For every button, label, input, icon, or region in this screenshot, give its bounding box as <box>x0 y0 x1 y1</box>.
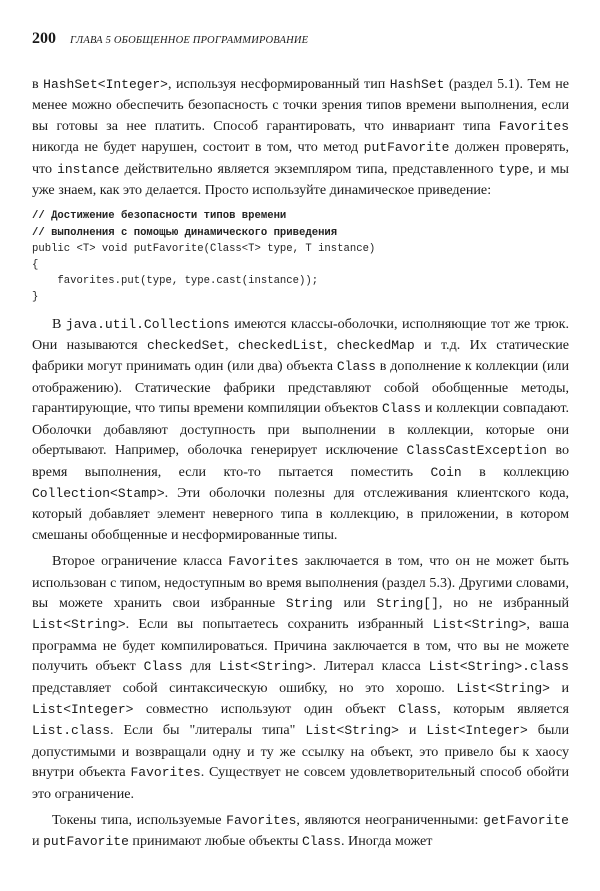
page-number: 200 <box>32 30 56 47</box>
inline-code: Class <box>143 659 183 675</box>
inline-code: HashSet<Integer> <box>43 77 168 92</box>
inline-code: List<Integer> <box>426 723 528 739</box>
inline-code: java.util.Collections <box>65 316 230 332</box>
inline-code: Class <box>336 359 376 375</box>
paragraph-4: Токены типа, используемые Favorites, являются неограниченными: getFavorite и putFavorite принимают любые объекты Class. Иногда может <box>32 812 569 850</box>
inline-code: instance <box>57 161 120 177</box>
inline-code: ClassCastException <box>406 443 547 459</box>
code-line-close-brace: } <box>32 291 39 304</box>
inline-code: checkedList <box>237 338 324 354</box>
inline-code: getFavorite <box>483 813 569 828</box>
inline-code: Class <box>301 834 341 850</box>
paragraph-1: в HashSet<Integer>, используя несформированный тип HashSet (раздел 5.1). Тем не менее можно обеспечить безопасность с точки зрения типов времени выполнения, если вы готовы за нее платить. Способ гарантировать, что инвариант типа Favorites никогда не будет нарушен, состоит в том, что метод putFavorite должен проверять, что instance действительно является экземпляром типа, представленного type, и мы уже знаем, как это делается. Просто используйте динамическое приведение: <box>32 76 570 199</box>
inline-code: List<String> <box>305 723 399 739</box>
code-line-body: favorites.put(type, type.cast(instance)); <box>32 275 319 288</box>
inline-code: checkedSet <box>146 338 225 354</box>
inline-code: List.class <box>32 723 111 739</box>
code-comment-2: // выполнения с помощью динамического приведения <box>32 226 338 239</box>
inline-code: List<Integer> <box>32 701 134 717</box>
page-header <box>32 30 580 48</box>
inline-code: List<String> <box>432 617 527 633</box>
page-body <box>32 74 569 853</box>
inline-code: Class <box>398 701 438 717</box>
paragraph-3: Второе ограничение класса Favorites заключается в том, что он не может быть использован с типом, недоступным во время выполнения (раздел 5.3). Другими словами, вы можете хранить свои избранные String или String[], но не избранный List<String>. Если вы попытаетесь сохранить избранный List<String>, ваша программа не будет компилироваться. Причина заключается в том, что вы не можете получить объект Class для List<String>. Литерал класса List<String>.class представляет собой синтаксическую ошибку, но это хорошо. List<String> и List<Integer> совместно используют один объект Class, которым является List.class. Если бы "литералы типа" List<String> и List<Integer> были допустимыми и возвращали одну и ту же ссылку на объект, это привело бы к хаосу внутри объекта Favorites. Существует не совсем удовлетворительный способ обойти это ограничение. <box>32 553 569 802</box>
inline-code: checkedMap <box>336 338 415 354</box>
inline-code: List<String> <box>218 659 313 675</box>
paragraph-2: В java.util.Collections имеются классы-оболочки, исполняющие тот же трюк. Они называются checkedSet, checkedList, checkedMap и т.д. Их статические фабрики могут принимать один (или два) объекта Class в дополнение к коллекции (или отображению). Статические фабрики представляют собой обобщенные методы, гарантирующие, что типы времени компиляции объектов Class и коллекции совпадают. Оболочки добавляют доступность при выполнении в коллекции, которые они обертывают. Например, оболочка генерирует исключение ClassCastException во время выполнения, если кто-то пытается поместить Coin в коллекцию Collection<Stamp>. Эти оболочки полезны для отслеживания клиентского кода, который добавляет элемент неверного типа в коллекцию, в приложении, в котором смешаны обобщенные и несформированные типы. <box>32 315 570 543</box>
inline-code: Favorites <box>498 118 569 134</box>
inline-code: Coin <box>430 464 462 480</box>
inline-code: Favorites <box>226 813 297 828</box>
code-line-open-brace: { <box>32 259 39 272</box>
inline-code: Collection<Stamp> <box>32 485 165 501</box>
inline-code: String <box>285 595 333 611</box>
inline-code: Class <box>382 401 422 417</box>
code-line-signature: public <T> void putFavorite(Class<T> type, T instance) <box>32 242 376 255</box>
inline-code: String[] <box>376 595 439 611</box>
inline-code: List<String>.class <box>428 659 569 675</box>
inline-code: HashSet <box>389 77 445 92</box>
code-listing <box>32 208 569 305</box>
inline-code: Favorites <box>228 554 299 570</box>
inline-code: putFavorite <box>43 834 129 850</box>
code-comment-1: // Достижение безопасности типов времени <box>32 210 287 223</box>
inline-code: Favorites <box>130 765 201 781</box>
inline-code: putFavorite <box>363 140 450 156</box>
inline-code: List<String> <box>32 617 126 633</box>
running-head: ГЛАВА 5 ОБОБЩЕННОЕ ПРОГРАММИРОВАНИЕ <box>70 35 309 46</box>
inline-code: type <box>498 161 530 177</box>
inline-code: List<String> <box>456 680 550 696</box>
